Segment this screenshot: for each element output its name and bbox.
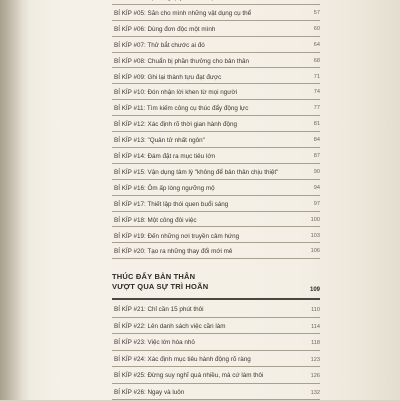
page-fold-shadow xyxy=(0,0,30,400)
toc-entry-label: BÍ KÍP #25: Đừng suy nghĩ quá nhiều, mà cứ làm thôi xyxy=(114,372,264,380)
toc-entry xyxy=(112,366,320,384)
toc-entry xyxy=(112,52,320,69)
toc-entry xyxy=(112,115,320,132)
toc-entry-page: 60 xyxy=(313,25,320,32)
toc-entry-label: BÍ KÍP #14: Đám đặt ra mục tiêu lớn xyxy=(114,153,215,160)
toc-entry xyxy=(112,131,320,148)
toc-entry-label: BÍ KÍP #21: Chỉ cần 15 phút thôi xyxy=(114,306,204,314)
toc-entry-page: 132 xyxy=(310,389,320,396)
toc-entry-label: BÍ KÍP #17: Thiết lập thói quen buổi sáng xyxy=(114,200,229,208)
toc-entry xyxy=(112,317,320,335)
toc-entry xyxy=(112,195,320,212)
toc-entry-label: BÍ KÍP #13: "Quản tử nhất ngôn" xyxy=(114,137,205,145)
toc-entry-page: 87 xyxy=(313,153,320,159)
toc-entry-page: 77 xyxy=(313,105,320,112)
toc-entry-label: BÍ KÍP #22: Lên danh sách việc cần làm xyxy=(114,322,226,330)
toc-entry xyxy=(112,20,320,37)
toc-entry-page: 71 xyxy=(313,73,320,80)
toc-entry-page: 106 xyxy=(310,248,320,255)
toc-entry-page: 74 xyxy=(313,89,320,96)
toc-entry-page: 126 xyxy=(310,373,320,380)
toc-entry-page: 97 xyxy=(313,200,320,207)
toc-entry-label: BÍ KÍP #09: Ghi lại thành tựu đạt được xyxy=(114,73,222,81)
toc-entry-label: BÍ KÍP #08: Chuẩn bị phần thưởng cho bản thân xyxy=(114,57,249,65)
toc-entry-page: 118 xyxy=(311,340,320,347)
toc-entry xyxy=(112,99,320,116)
toc-entry xyxy=(112,242,320,259)
toc-entry-page: 110 xyxy=(311,307,320,314)
toc-entry-page: 90 xyxy=(313,168,320,175)
toc-entry-page: 57 xyxy=(313,9,320,16)
toc-entry-label: BÍ KÍP #16: Ôm ấp lòng ngưỡng mộ xyxy=(114,184,215,192)
toc-entry xyxy=(112,179,320,196)
toc-entry-label: BÍ KÍP #20: Tạo ra những thay đổi mới mẻ xyxy=(114,248,233,256)
toc-entry xyxy=(112,163,320,180)
toc-entry-label: BÍ KÍP #18: Một công đôi việc xyxy=(114,216,197,224)
section-heading xyxy=(112,270,320,300)
toc-entry xyxy=(112,383,320,401)
toc-entry-page: 100 xyxy=(310,216,320,223)
toc-entry xyxy=(112,4,320,21)
toc-entry xyxy=(112,211,320,228)
toc-entry-page: 64 xyxy=(313,41,320,48)
section-title xyxy=(112,272,292,292)
section-title-line-2: VƯỢT QUA SỰ TRÌ HOÃN xyxy=(112,282,209,292)
toc-entry xyxy=(112,350,320,368)
toc-entry-label: BÍ KÍP #12: Xác định rõ thời gian hành động xyxy=(114,121,238,129)
toc-entry-label: BÍ KÍP #06: Dùng đơn độc một mình xyxy=(114,25,216,33)
toc-entry-page: 81 xyxy=(313,121,320,128)
toc-entry-label: BÍ KÍP #26: Ngay và luôn xyxy=(114,388,185,396)
toc-entry-page: 114 xyxy=(311,323,320,330)
toc-entry xyxy=(112,36,320,53)
toc-entry xyxy=(112,68,320,85)
toc-entry xyxy=(112,83,320,100)
toc-entry-label: BÍ KÍP #23: Việc lớn hóa nhỏ xyxy=(114,339,195,347)
toc-entry-page: 68 xyxy=(313,57,320,64)
toc-entry-label: BÍ KÍP #15: Vận dụng tâm lý "không để bản thân chịu thiệt" xyxy=(114,168,279,176)
toc-entry-page: 103 xyxy=(310,232,320,239)
toc-entry xyxy=(112,147,320,164)
section-page: 109 xyxy=(309,287,320,294)
toc-entry-label: BÍ KÍP #10: Đón nhận lời khen từ mọi người xyxy=(114,89,237,97)
toc-entry-page: 94 xyxy=(313,184,320,191)
toc-entry-label: BÍ KÍP #05: Săn cho mình những vật dụng cụ thể xyxy=(114,9,252,17)
table-of-contents xyxy=(112,0,320,400)
toc-entry xyxy=(112,227,320,244)
toc-entry-label: BÍ KÍP #19: Đến những nơi truyền cảm hứng xyxy=(114,232,240,240)
toc-entry-page: 84 xyxy=(313,137,320,144)
toc-entry-label: BÍ KÍP #11: Tìm kiếm công cụ thúc đẩy động lực xyxy=(114,105,249,113)
toc-entry-label: BÍ KÍP #07: Thử bắt chước ai đó xyxy=(114,41,205,49)
toc-entry-label: BÍ KÍP #24: Xác định mục tiêu hành động rõ ràng xyxy=(114,355,251,363)
toc-entry xyxy=(112,300,320,318)
toc-entry xyxy=(112,333,320,351)
section-title-line-1: THÚC ĐẨY BẢN THÂN xyxy=(112,272,196,282)
toc-entry-page: 123 xyxy=(310,356,320,363)
